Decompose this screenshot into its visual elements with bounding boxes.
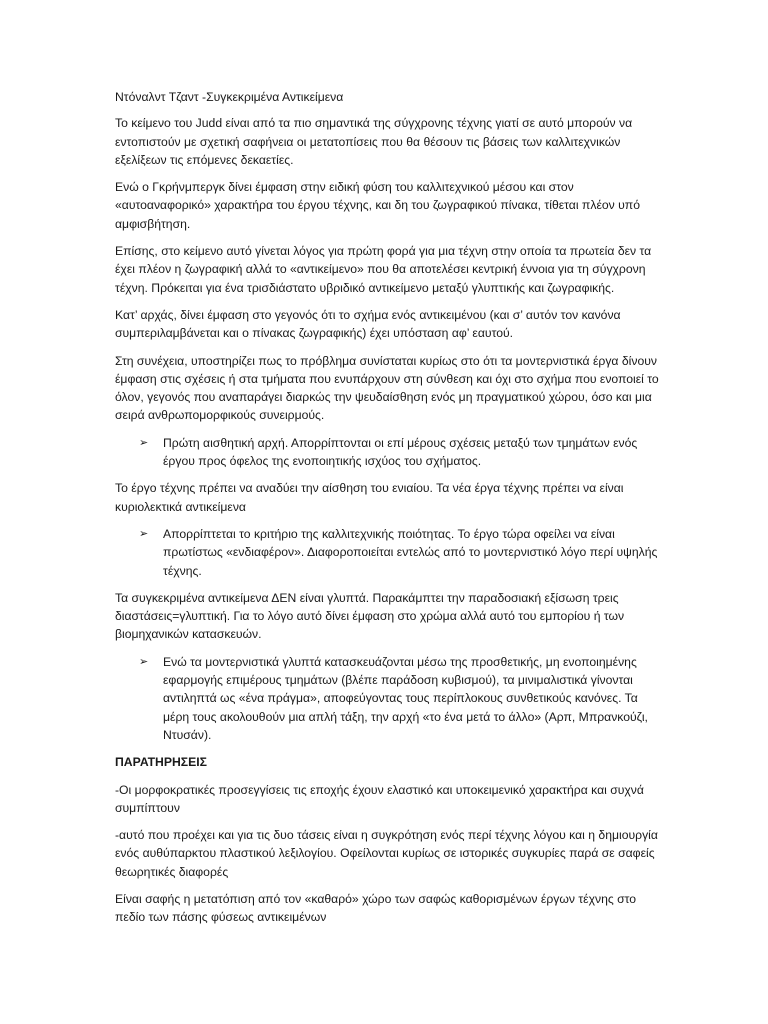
document-title: Ντόναλντ Τζαντ -Συγκεκριμένα Αντικείμενα — [115, 90, 344, 104]
paragraph-modernist-problem: Στη συνέχεια, υποστηρίζει πως το πρόβλημα συνίσταται κυρίως στο ότι τα μοντερνιστικά έργα δίνουν έμφαση στις σχέσεις ή στα τμήματα που ενυπάρχουν στη σύνθεση και όχι στο σχήμα που ενοποιεί το όλον, γεγονός που αναπαράγει διαρκώς την ψευδαίσθηση ενός μη πραγματικού χώρου, όσο και μια σειρά ανθρωπομορφικούς συνειρμούς. — [115, 353, 659, 423]
bullet-text: Ενώ τα μοντερνιστικά γλυπτά κατασκευάζονται μέσω της προσθετικής, μη ενοποιημένης εφαρμογής επιμέρους τμημάτων (βλέπε παράδοση κυβισμού), τα μινιμαλιστικά γίνονται αντιληπτά ως «ένα πράγμα», αποφεύγοντας τους περίπλοκους συνθετικούς κανόνες. Τα μέρη τους ακολουθούν μια απλή τάξη, την αρχή «το ένα μετά το άλλο» (Αρπ, Μπρανκούζι, Ντυσάν). — [163, 654, 648, 742]
bullet-item-quality-criterion — [115, 525, 660, 580]
arrow-bullet-icon: ➢ — [139, 435, 149, 449]
paragraph-remark-shift: Είναι σαφής η μετατόπιση από τον «καθαρό» χώρο των σαφώς καθορισμένων έργων τέχνης στο πεδίο των πάσης φύσεως αντικειμένων — [115, 891, 637, 925]
paragraph-literal-objects: Το έργο τέχνης πρέπει να αναδύει την αίσθηση του ενιαίου. Τα νέα έργα τέχνης πρέπει να είναι κυριολεκτικά αντικείμενα — [115, 481, 624, 514]
paragraph-greenberg: Ενώ ο Γκρήνμπεργκ δίνει έμφαση στην ειδική φύση του καλλιτεχνικού μέσου και στον «αυτοαναφορικό» χαρακτήρα του έργου τέχνης, και δη του ζωγραφικού πίνακα, τίθεται πλέον υπό αμφισβήτηση. — [115, 180, 640, 231]
paragraph-remark-formalist: -Οι μορφοκρατικές προσεγγίσεις τις εποχής έχουν ελαστικό και υποκειμενικό χαρακτήρα και συχνά συμπίπτουν — [115, 782, 644, 815]
bullet-item-minimalist-sculpture — [115, 653, 660, 744]
document-page — [115, 88, 660, 936]
bullet-text: Απορρίπτεται το κριτήριο της καλλιτεχνικής ποιότητας. Το έργο τώρα οφείλει να είναι πρωτίστως «ενδιαφέρον». Διαφοροποιείται εντελώς από το μοντερνιστικό λόγο περί υψηλής τέχνης. — [163, 526, 658, 578]
bullet-text: Πρώτη αισθητική αρχή. Απορρίπτονται οι επί μέρους σχέσεις μεταξύ των τμημάτων ενός έργου προς όφελος της ενοποιητικής ισχύος του σχήματος. — [163, 435, 638, 469]
arrow-bullet-icon: ➢ — [139, 526, 149, 540]
paragraph-not-sculptures: Τα συγκεκριμένα αντικείμενα ΔΕΝ είναι γλυπτά. Παρακάμπτει την παραδοσιακή εξίσωση τρεις διαστάσεις=γλυπτική. Για το λόγο αυτό δίνει έμφαση στο χρώμα αλλά αυτό του εμπορίου ή των βιομηχανικών κατασκευών. — [115, 590, 625, 642]
paragraph-judd-importance: Το κείμενο του Judd είναι από τα πιο σημαντικά της σύγχρονης τέχνης γιατί σε αυτό μπορούν να εντοπιστούν με σχετική σαφήνεια οι μετατοπίσεις που θα θέσουν τις βάσεις των καλλιτεχνικών εξελίξεων τις επόμενες δεκαετίες. — [115, 116, 633, 167]
paragraph-object-concept: Επίσης, στο κείμενο αυτό γίνεται λόγος για πρώτη φορά για μια τέχνη στην οποία τα πρωτεία δεν τα έχει πλέον η ζωγραφική αλλά το «αντικείμενο» που θα αποτελέσει κεντρική έννοια για τη σύγχρονη τέχνη. Πρόκειται για ένα τρισδιάστατο υβριδικό αντικείμενο μεταξύ γλυπτικής και ζωγραφικής. — [115, 244, 652, 295]
paragraph-shape-emphasis: Κατ’ αρχάς, δίνει έμφαση στο γεγονός ότι το σχήμα ενός αντικειμένου (και σ’ αυτόν τον κανόνα συμπεριλαμβάνεται και ο πίνακας ζωγραφικής) έχει υπόσταση αφ’ εαυτού. — [115, 307, 621, 341]
arrow-bullet-icon: ➢ — [139, 654, 149, 668]
bullet-item-first-principle — [115, 434, 660, 471]
section-heading-remarks: ΠΑΡΑΤΗΡΗΣΕΙΣ — [115, 755, 207, 770]
paragraph-remark-discourse: -αυτό που προέχει και για τις δυο τάσεις είναι η συγκρότηση ενός περί τέχνης λόγου και η δημιουργία ενός αυθύπαρκτου πλαστικού λεξιλογίου. Οφείλονται κυρίως σε ιστορικές συγκυρίες παρά σε σαφείς θεωρητικές διαφορές — [115, 828, 658, 879]
